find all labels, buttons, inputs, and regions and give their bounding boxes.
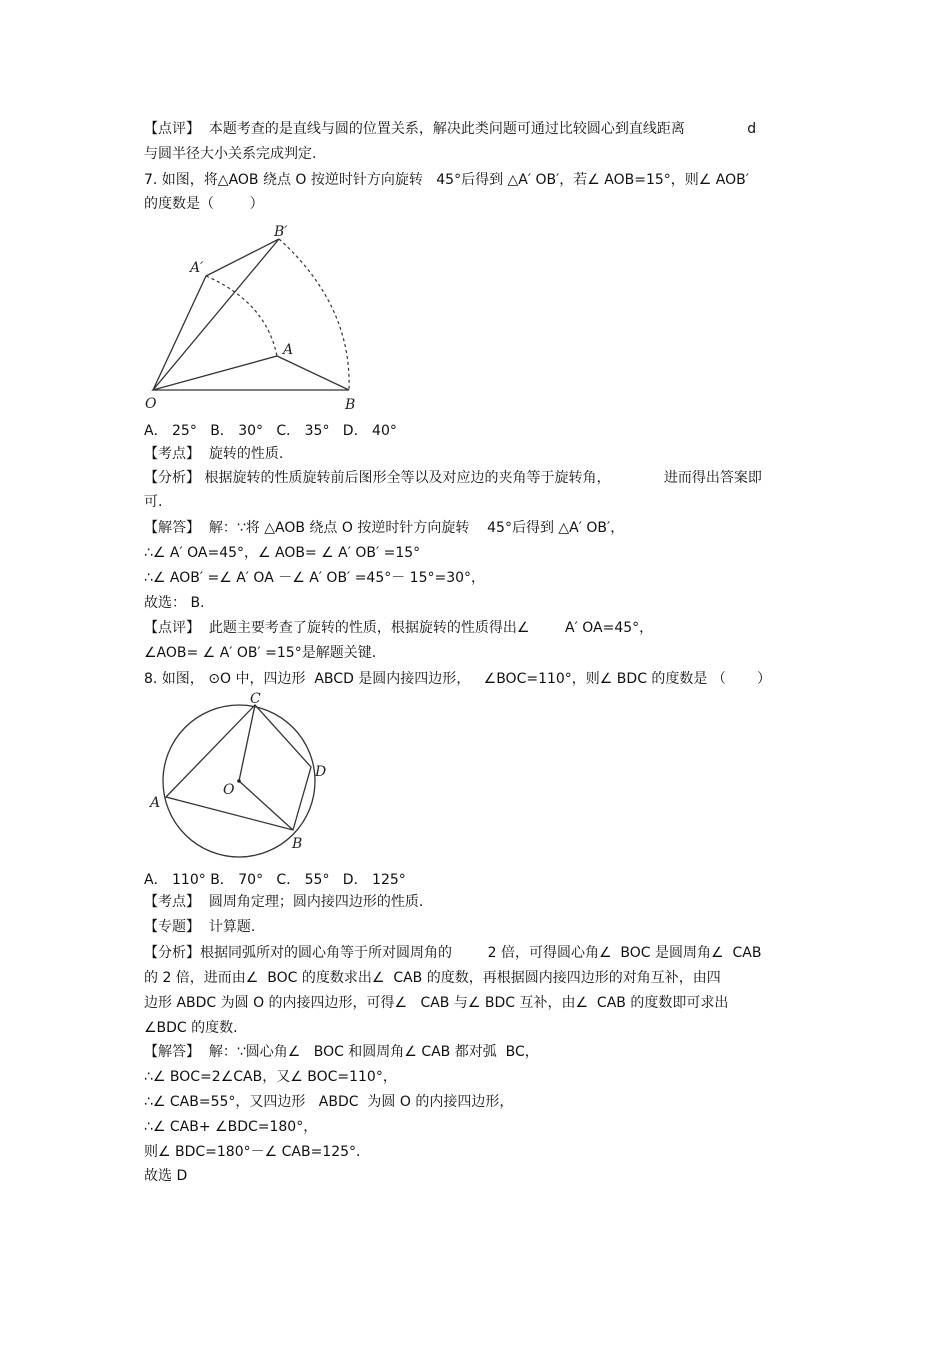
text-line: 可. [144,494,163,510]
text-line: ∴∠ CAB+ ∠BDC=180°， [144,1119,318,1135]
text-line: 【点评】 此题主要考查了旋转的性质，根据旋转的性质得出∠ A′ OA=45°， [144,620,654,636]
question-8-choices: A． 110° B． 70° C． 55° D． 125° [144,872,406,888]
text-line: 故选： B. [144,595,205,611]
text-line: 【解答】 解：∵将 △AOB 绕点 O 按逆时针方向旋转 45°后得到 △A′ OB′， [144,520,625,536]
text-line: ∴∠ BOC=2∠CAB，又∠ BOC=110°， [144,1069,397,1085]
label-a: A [150,795,161,811]
question-8-stem: 8. 如图， ⊙O 中，四边形 ABCD 是圆内接四边形， ∠BOC=110°，则∠ BDC 的度数是 （ ） [144,671,772,687]
label-d: D [315,764,327,780]
text-line: ∴∠ AOB′ =∠ A′ OA －∠ A′ OB′ =45°－ 15°=30°， [144,570,486,586]
label-b: B [292,836,303,852]
label-c: C [250,691,261,707]
text-line: 【点评】 本题考查的是直线与圆的位置关系，解决此类问题可通过比较圆心到直线距离 d [144,121,757,137]
text-line: ∠BDC 的度数. [144,1020,238,1036]
question-7-stem: 的度数是（ ） [144,196,264,212]
text-line: ∴∠ A′ OA=45°，∠ AOB= ∠ A′ OB′ =15° [144,545,421,561]
text-line: 【解答】 解：∵圆心角∠ BOC 和圆周角∠ CAB 都对弧 BC， [144,1044,539,1060]
text-line: 则∠ BDC=180°－∠ CAB=125°． [144,1144,371,1160]
label-b-prime: B′ [274,224,288,240]
text-line: ∠AOB= ∠ A′ OB′ =15°是解题关键. [144,645,377,661]
circle-figure [140,686,340,866]
text-line: 与圆半径大小关系完成判定. [144,146,317,162]
question-7-stem: 7. 如图，将△AOB 绕点 O 按逆时针方向旋转 45°后得到 △A′ OB′，若∠ AOB=15°，则∠ AOB′ [144,172,749,188]
text-line: 的 2 倍，进而由∠ BOC 的度数求出∠ CAB 的度数，再根据圆内接四边形的对角互补，由四 [144,970,721,986]
label-o: O [145,396,157,412]
text-line: 【考点】 旋转的性质. [144,446,284,462]
label-o: O [223,782,235,798]
text-line: 【分析】根据同弧所对的圆心角等于所对圆周角的 2 倍，可得圆心角∠ BOC 是圆周角∠ CAB [144,945,762,961]
text-line: 【分析】 根据旋转的性质旋转前后图形全等以及对应边的夹角等于旋转角， 进而得出答案即 [144,470,762,486]
text-line: ∴∠ CAB=55°，又四边形 ABDC 为圆 O 的内接四边形， [144,1094,514,1110]
text-line: 【考点】 圆周角定理；圆内接四边形的性质. [144,894,424,910]
text-line: 【专题】 计算题. [144,919,256,935]
rotation-figure [140,218,370,418]
text-line: 边形 ABDC 为圆 O 的内接四边形，可得∠ CAB 与∠ BDC 互补，由∠ CAB 的度数即可求出 [144,995,729,1011]
text-line: 故选 D [144,1168,188,1184]
label-b: B [345,397,356,413]
question-7-choices: A． 25° B． 30° C． 35° D． 40° [144,423,397,439]
label-a: A [283,342,294,358]
label-a-prime: A′ [190,260,204,276]
